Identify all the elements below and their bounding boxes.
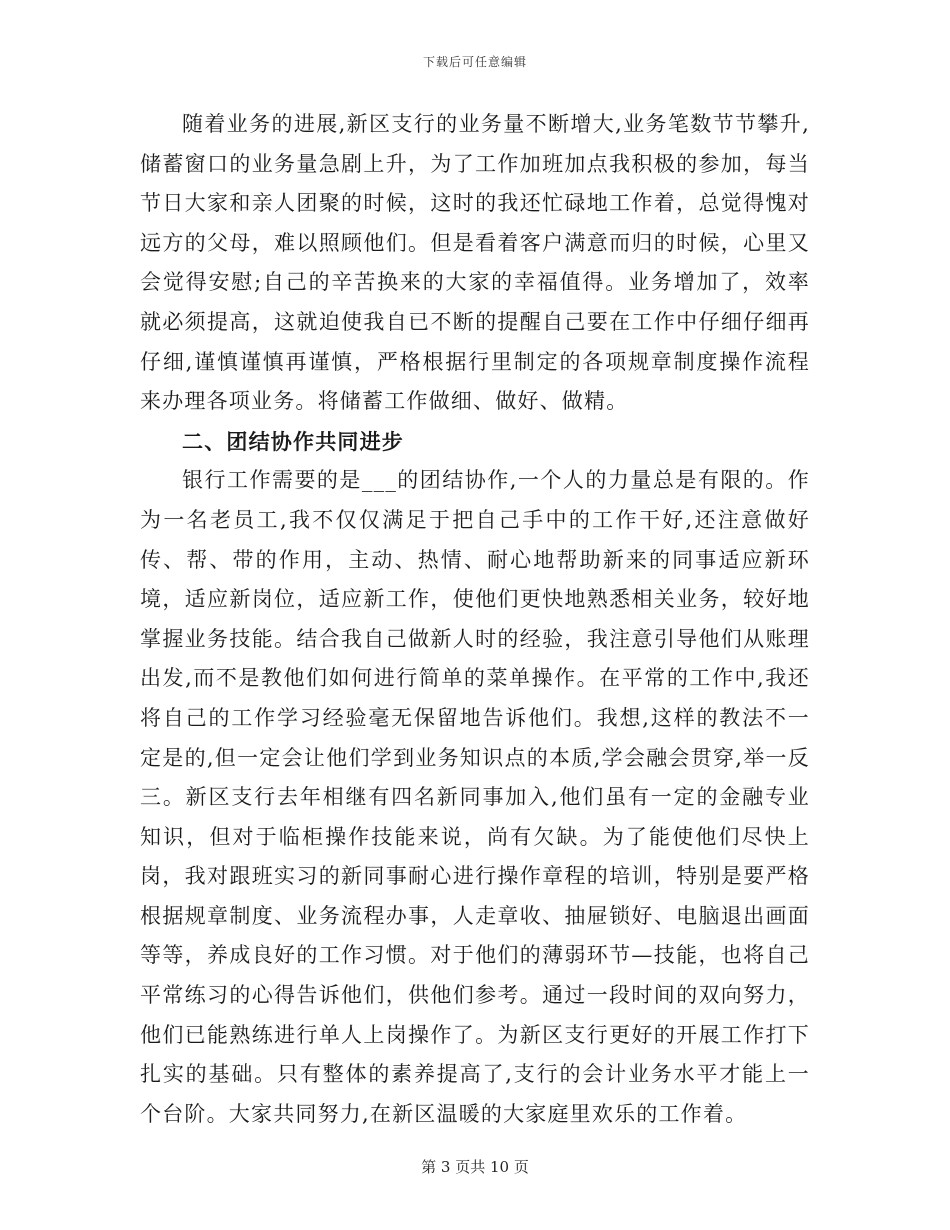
document-body <box>140 105 810 1134</box>
body-paragraph-2: 银行工作需要的是___的团结协作,一个人的力量总是有限的。作为一名老员工,我不仅仅满足于把自己手中的工作干好,还注意做好传、帮、带的作用，主动、热情、耐心地帮助新来的同事适应新环境，适应新岗位，适应新工作，使他们更快地熟悉相关业务，较好地掌握业务技能。结合我自己做新人时的经验，我注意引导他们从账理出发,而不是教他们如何进行简单的菜单操作。在平常的工作中,我还将自己的工作学习经验毫无保留地告诉他们。我想,这样的教法不一定是的,但一定会让他们学到业务知识点的本质,学会融会贯穿,举一反三。新区支行去年相继有四名新同事加入,他们虽有一定的金融专业知识，但对于临柜操作技能来说，尚有欠缺。为了能使他们尽快上岗，我对跟班实习的新同事耐心进行操作章程的培训，特别是要严格根据规章制度、业务流程办事，人走章收、抽屉锁好、电脑退出画面等等，养成良好的工作习惯。对于他们的薄弱环节—技能，也将自己平常练习的心得告诉他们，供他们参考。通过一段时间的双向努力，他们已能熟练进行单人上岗操作了。为新区支行更好的开展工作打下扎实的基础。只有整体的素养提高了,支行的会计业务水平才能上一个台阶。大家共同努力,在新区温暖的大家庭里欢乐的工作着。 <box>140 468 810 1126</box>
header-note: 下载后可任意编辑 <box>422 55 527 69</box>
body-paragraph-1: 随着业务的进展,新区支行的业务量不断增大,业务笔数节节攀升,储蓄窗口的业务量急剧上升，为了工作加班加点我积极的参加，每当节日大家和亲人团聚的时候，这时的我还忙碌地工作着，总觉得愧对远方的父母，难以照顾他们。但是看着客户满意而归的时候，心里又会觉得安慰;自己的辛苦换来的大家的幸福值得。业务增加了，效率就必须提高，这就迫使我自已不断的提醒自己要在工作中仔细仔细再仔细,谨慎谨慎再谨慎，严格根据行里制定的各项规章制度操作流程来办理各项业务。将储蓄工作做细、做好、做精。 <box>140 112 810 414</box>
page-number: 第 3 页共 10 页 <box>421 1158 529 1176</box>
section-heading-2: 二、团结协作共同进步 <box>182 428 404 454</box>
